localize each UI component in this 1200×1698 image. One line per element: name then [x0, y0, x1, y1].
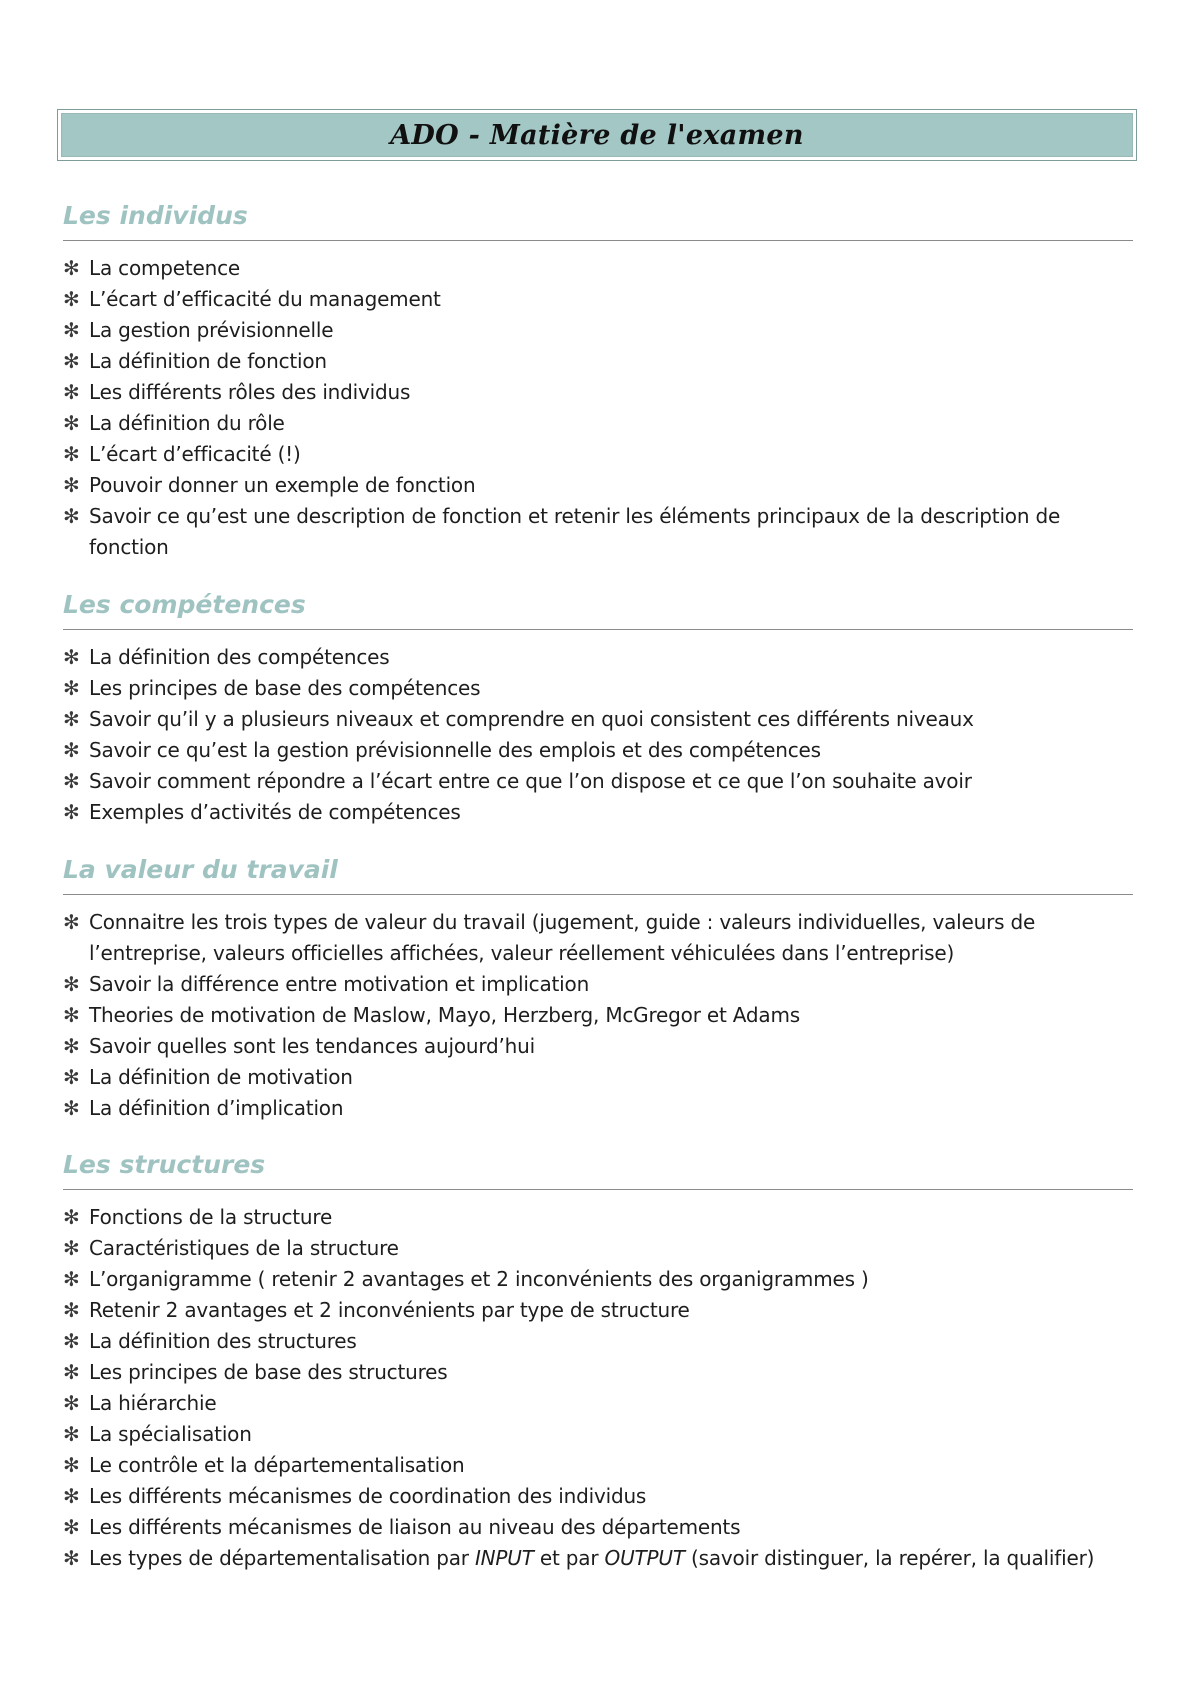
asterisk-bullet-icon: ✻	[63, 1422, 80, 1446]
list-item: ✻ L’écart d’efficacité du management	[63, 284, 1133, 315]
asterisk-bullet-icon: ✻	[63, 1236, 80, 1260]
list-item: ✻ La competence	[63, 253, 1133, 284]
item-list	[63, 642, 1133, 828]
list-item: ✻ Les types de départementalisation par INPUT et par OUTPUT (savoir distinguer, la repérer, la qualifier)	[63, 1543, 1133, 1574]
asterisk-bullet-icon: ✻	[63, 504, 80, 528]
asterisk-bullet-icon: ✻	[63, 1065, 80, 1089]
list-item: ✻ Exemples d’activités de compétences	[63, 797, 1133, 828]
asterisk-bullet-icon: ✻	[63, 769, 80, 793]
list-item: ✻ La spécialisation	[63, 1419, 1133, 1450]
asterisk-bullet-icon: ✻	[63, 1484, 80, 1508]
asterisk-bullet-icon: ✻	[63, 800, 80, 824]
list-item: ✻ Les différents rôles des individus	[63, 377, 1133, 408]
list-item: ✻ Les différents mécanismes de coordination des individus	[63, 1481, 1133, 1512]
list-item: ✻ L’écart d’efficacité (!)	[63, 439, 1133, 470]
list-item: ✻ La définition des structures	[63, 1326, 1133, 1357]
section-structures	[63, 1145, 1133, 1574]
list-item: ✻ La hiérarchie	[63, 1388, 1133, 1419]
list-item: ✻ Savoir la différence entre motivation et implication	[63, 969, 1133, 1000]
item-list	[63, 1202, 1133, 1574]
list-item: ✻ Savoir comment répondre a l’écart entre ce que l’on dispose et ce que l’on souhaite avoir	[63, 766, 1133, 797]
list-item: ✻ La définition des compétences	[63, 642, 1133, 673]
section-divider	[63, 629, 1133, 630]
asterisk-bullet-icon: ✻	[63, 1267, 80, 1291]
list-item: ✻ Retenir 2 avantages et 2 inconvénients par type de structure	[63, 1295, 1133, 1326]
list-item: ✻ Les principes de base des compétences	[63, 673, 1133, 704]
section-competences	[63, 585, 1133, 828]
list-item: ✻ Le contrôle et la départementalisation	[63, 1450, 1133, 1481]
asterisk-bullet-icon: ✻	[63, 645, 80, 669]
list-item: ✻ Fonctions de la structure	[63, 1202, 1133, 1233]
asterisk-bullet-icon: ✻	[63, 1329, 80, 1353]
asterisk-bullet-icon: ✻	[63, 1546, 80, 1570]
asterisk-bullet-icon: ✻	[63, 473, 80, 497]
page-title: ADO - Matière de l'examen	[390, 119, 804, 151]
output-term: OUTPUT	[604, 1546, 685, 1570]
asterisk-bullet-icon: ✻	[63, 676, 80, 700]
asterisk-bullet-icon: ✻	[63, 411, 80, 435]
asterisk-bullet-icon: ✻	[63, 1034, 80, 1058]
asterisk-bullet-icon: ✻	[63, 972, 80, 996]
asterisk-bullet-icon: ✻	[63, 910, 80, 934]
asterisk-bullet-icon: ✻	[63, 287, 80, 311]
list-item: ✻ L’organigramme ( retenir 2 avantages et 2 inconvénients des organigrammes )	[63, 1264, 1133, 1295]
asterisk-bullet-icon: ✻	[63, 1205, 80, 1229]
list-item: ✻ La définition de motivation	[63, 1062, 1133, 1093]
list-item: ✻ La définition d’implication	[63, 1093, 1133, 1124]
section-individus	[63, 196, 1133, 563]
asterisk-bullet-icon: ✻	[63, 1515, 80, 1539]
list-item: ✻ La gestion prévisionnelle	[63, 315, 1133, 346]
section-valeur-travail	[63, 850, 1133, 1124]
item-list	[63, 253, 1133, 563]
list-item: ✻ Savoir qu’il y a plusieurs niveaux et comprendre en quoi consistent ces différents niveaux	[63, 704, 1133, 735]
title-banner	[57, 109, 1137, 161]
section-heading: Les compétences	[63, 590, 306, 619]
asterisk-bullet-icon: ✻	[63, 380, 80, 404]
list-item: ✻ Caractéristiques de la structure	[63, 1233, 1133, 1264]
section-divider	[63, 894, 1133, 895]
asterisk-bullet-icon: ✻	[63, 256, 80, 280]
asterisk-bullet-icon: ✻	[63, 318, 80, 342]
list-item: ✻ Savoir quelles sont les tendances aujourd’hui	[63, 1031, 1133, 1062]
list-item: ✻ Connaitre les trois types de valeur du travail (jugement, guide : valeurs individuelles, valeurs de l’entreprise, valeurs officielles affichées, valeur réellement véhiculées dans l’entreprise)	[63, 907, 1133, 969]
asterisk-bullet-icon: ✻	[63, 707, 80, 731]
asterisk-bullet-icon: ✻	[63, 738, 80, 762]
section-divider	[63, 240, 1133, 241]
list-item: ✻ Theories de motivation de Maslow, Mayo, Herzberg, McGregor et Adams	[63, 1000, 1133, 1031]
asterisk-bullet-icon: ✻	[63, 1003, 80, 1027]
asterisk-bullet-icon: ✻	[63, 1453, 80, 1477]
list-item: ✻ Les différents mécanismes de liaison au niveau des départements	[63, 1512, 1133, 1543]
list-item: ✻ La définition de fonction	[63, 346, 1133, 377]
asterisk-bullet-icon: ✻	[63, 1096, 80, 1120]
asterisk-bullet-icon: ✻	[63, 1298, 80, 1322]
section-heading: Les individus	[63, 201, 248, 230]
section-divider	[63, 1189, 1133, 1190]
item-list	[63, 907, 1133, 1124]
list-item: ✻ Pouvoir donner un exemple de fonction	[63, 470, 1133, 501]
asterisk-bullet-icon: ✻	[63, 442, 80, 466]
section-heading: Les structures	[63, 1150, 266, 1179]
asterisk-bullet-icon: ✻	[63, 1360, 80, 1384]
section-heading: La valeur du travail	[63, 855, 338, 884]
list-item: ✻ Savoir ce qu’est la gestion prévisionnelle des emplois et des compétences	[63, 735, 1133, 766]
list-item: ✻ Savoir ce qu’est une description de fonction et retenir les éléments principaux de la description de fonction	[63, 501, 1133, 563]
list-item: ✻ La définition du rôle	[63, 408, 1133, 439]
asterisk-bullet-icon: ✻	[63, 349, 80, 373]
list-item: ✻ Les principes de base des structures	[63, 1357, 1133, 1388]
asterisk-bullet-icon: ✻	[63, 1391, 80, 1415]
input-term: INPUT	[474, 1546, 534, 1570]
